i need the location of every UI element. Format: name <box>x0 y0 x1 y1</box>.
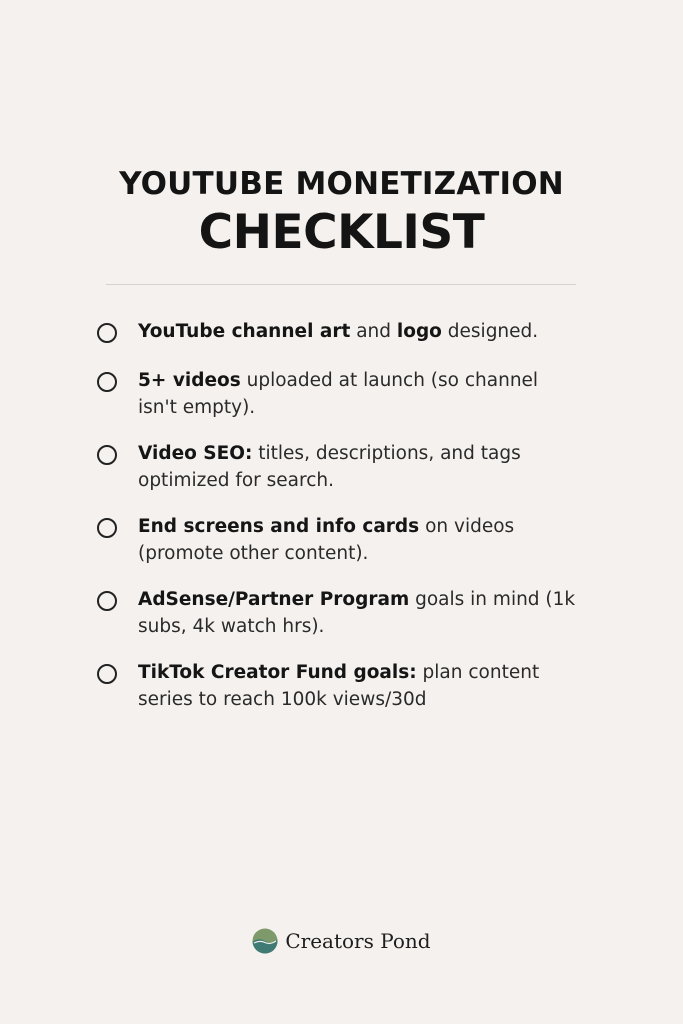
item-text: TikTok Creator Fund goals: plan content series to reach 100k views/30d <box>138 662 540 710</box>
checklist-item-videos <box>96 367 576 440</box>
checklist <box>96 318 576 732</box>
checkbox-circle-icon[interactable] <box>97 323 117 343</box>
item-text: End screens and info cards on videos (promote other content). <box>138 516 515 564</box>
footer <box>0 928 683 954</box>
checklist-item-channel-art <box>96 318 576 367</box>
divider <box>106 284 576 285</box>
checkbox-circle-icon[interactable] <box>97 372 117 392</box>
checkbox-circle-icon[interactable] <box>97 591 117 611</box>
brand-name: Creators Pond <box>285 929 431 953</box>
checklist-item-video-seo <box>96 440 576 513</box>
checkbox-circle-icon[interactable] <box>97 445 117 465</box>
item-text: YouTube channel art and logo designed. <box>138 321 539 342</box>
checkbox-circle-icon[interactable] <box>97 518 117 538</box>
page-title: YOUTUBE MONETIZATION <box>119 166 564 202</box>
checkbox-circle-icon[interactable] <box>97 664 117 684</box>
checklist-item-adsense <box>96 586 576 659</box>
item-text: 5+ videos uploaded at launch (so channel isn't empty). <box>138 370 539 418</box>
item-text: Video SEO: titles, descriptions, and tags optimized for search. <box>138 443 521 491</box>
page-subtitle: CHECKLIST <box>198 205 485 260</box>
pond-logo-icon <box>252 928 278 954</box>
item-text: AdSense/Partner Program goals in mind (1k subs, 4k watch hrs). <box>138 589 576 637</box>
checklist-item-end-screens <box>96 513 576 586</box>
checklist-item-tiktok <box>96 659 576 732</box>
